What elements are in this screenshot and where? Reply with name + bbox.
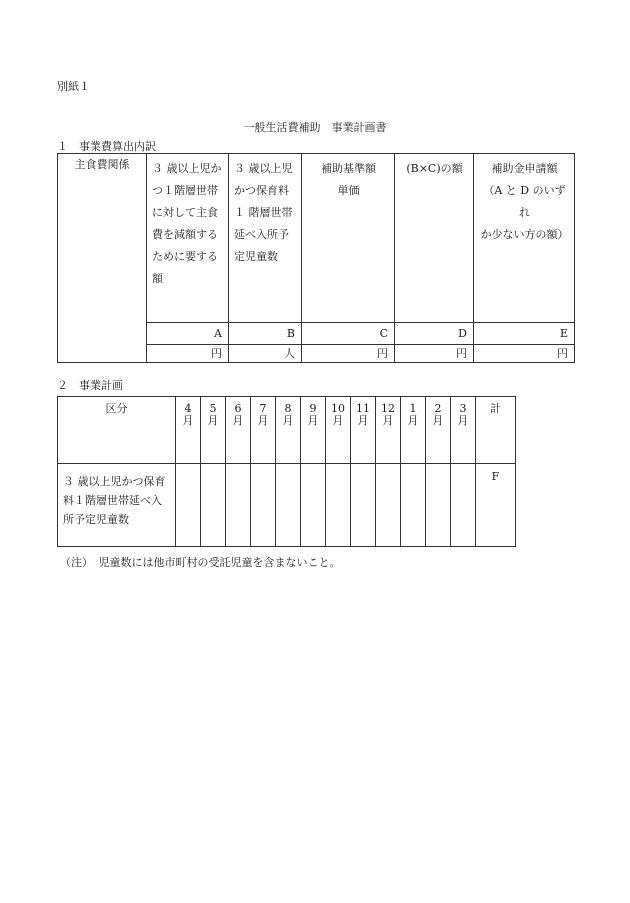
- month-header: [201, 397, 226, 464]
- col-e-line: 補助金申請額: [491, 162, 558, 175]
- month-num: 1: [409, 402, 417, 415]
- col-d-header: [395, 154, 474, 323]
- letter-a: A: [147, 323, 229, 345]
- month-num: 11: [356, 402, 370, 415]
- month-header: [376, 397, 401, 464]
- col-c-header: [302, 154, 395, 323]
- col-b-line: 延べ入所予: [234, 228, 289, 241]
- month-unit: 月: [232, 414, 244, 427]
- month-num: 8: [284, 402, 292, 415]
- month-unit: 月: [257, 414, 269, 427]
- month-unit: 月: [432, 414, 444, 427]
- section2-heading: ２ 事業計画: [57, 379, 123, 392]
- month-unit: 月: [207, 414, 219, 427]
- col-b-line: ３ 歳以上児: [234, 162, 293, 175]
- month-header: [426, 397, 451, 464]
- month-num: 6: [234, 402, 242, 415]
- unit-b: 人: [229, 345, 302, 363]
- month-num: 9: [309, 402, 317, 415]
- letter-b: B: [229, 323, 302, 345]
- month-num: 4: [184, 402, 192, 415]
- col-a-header: [147, 154, 229, 323]
- col-a-line: 額: [152, 272, 163, 285]
- section1-heading: １ 事業費算出内訳: [57, 140, 156, 153]
- document-title: 一般生活費補助 事業計画書: [243, 121, 387, 134]
- month-unit: 月: [357, 414, 369, 427]
- month-cell: [451, 464, 476, 547]
- col-b-line: かつ保育料: [234, 184, 289, 197]
- month-cell: [176, 464, 201, 547]
- unit-e: 円: [474, 345, 575, 363]
- total-header: [476, 397, 516, 464]
- month-cell: [326, 464, 351, 547]
- month-num: 12: [381, 402, 395, 415]
- month-cell: [276, 464, 301, 547]
- month-header: [226, 397, 251, 464]
- month-num: 5: [209, 402, 217, 415]
- col-b-line: １ 階層世帯: [234, 206, 293, 219]
- cost-breakdown-table: [57, 153, 575, 363]
- total-label: 計: [490, 402, 501, 415]
- month-unit: 月: [182, 414, 194, 427]
- col-c-line: 単価: [337, 184, 360, 197]
- month-header: [451, 397, 476, 464]
- month-unit: 月: [332, 414, 344, 427]
- col-a-line: つ１階層世帯: [152, 184, 218, 197]
- col-b-line: 定児童数: [234, 250, 278, 263]
- month-num: 7: [259, 402, 267, 415]
- month-unit: 月: [457, 414, 469, 427]
- month-header: [326, 397, 351, 464]
- month-header: [176, 397, 201, 464]
- col-a-line: ために要する: [152, 250, 218, 263]
- plan-table: [57, 396, 516, 547]
- month-unit: 月: [382, 414, 394, 427]
- row-label-line: ３ 歳以上児かつ保育: [63, 475, 166, 488]
- month-header: [276, 397, 301, 464]
- col-b-header: [229, 154, 302, 323]
- row-label-line: 料１階層世帯延べ入: [63, 494, 162, 507]
- month-cell: [226, 464, 251, 547]
- total-letter: F: [491, 470, 500, 483]
- category-header: [58, 397, 176, 464]
- col-d-line: (B×C)の額: [406, 162, 463, 175]
- row-label-line: 所予定児童数: [63, 513, 129, 526]
- col-a-line: 費を減額する: [152, 228, 218, 241]
- month-header: [401, 397, 426, 464]
- unit-d: 円: [395, 345, 474, 363]
- month-cell: [401, 464, 426, 547]
- col-c-line: 補助基準額: [321, 162, 376, 175]
- month-header: [251, 397, 276, 464]
- month-num: 10: [331, 402, 345, 415]
- month-cell: [251, 464, 276, 547]
- col-e-header: [474, 154, 575, 323]
- unit-a: 円: [147, 345, 229, 363]
- month-header: [301, 397, 326, 464]
- month-num: 3: [459, 402, 467, 415]
- col-e-line: （A と D のいずれ: [483, 184, 566, 219]
- letter-c: C: [302, 323, 395, 345]
- month-cell: [201, 464, 226, 547]
- month-header: [351, 397, 376, 464]
- total-cell: [476, 464, 516, 547]
- col-e-line: か少ない方の額）: [480, 228, 569, 241]
- category-label: 区分: [105, 402, 128, 415]
- month-unit: 月: [282, 414, 294, 427]
- month-unit: 月: [407, 414, 419, 427]
- letter-d: D: [395, 323, 474, 345]
- staple-food-cell: [58, 154, 147, 363]
- plan-row-label: [58, 464, 176, 547]
- attachment-label: 別紙１: [57, 80, 90, 93]
- month-num: 2: [434, 402, 442, 415]
- month-unit: 月: [307, 414, 319, 427]
- month-cell: [301, 464, 326, 547]
- month-cell: [351, 464, 376, 547]
- col-a-line: ３ 歳以上児か: [152, 162, 222, 175]
- month-cell: [426, 464, 451, 547]
- footnote: （注） 児童数には他市町村の受託児童を含まないこと。: [60, 556, 341, 569]
- unit-c: 円: [302, 345, 395, 363]
- letter-e: E: [474, 323, 575, 345]
- month-cell: [376, 464, 401, 547]
- staple-food-label: 主食費関係: [74, 158, 130, 171]
- col-a-line: に対して主食: [152, 206, 218, 219]
